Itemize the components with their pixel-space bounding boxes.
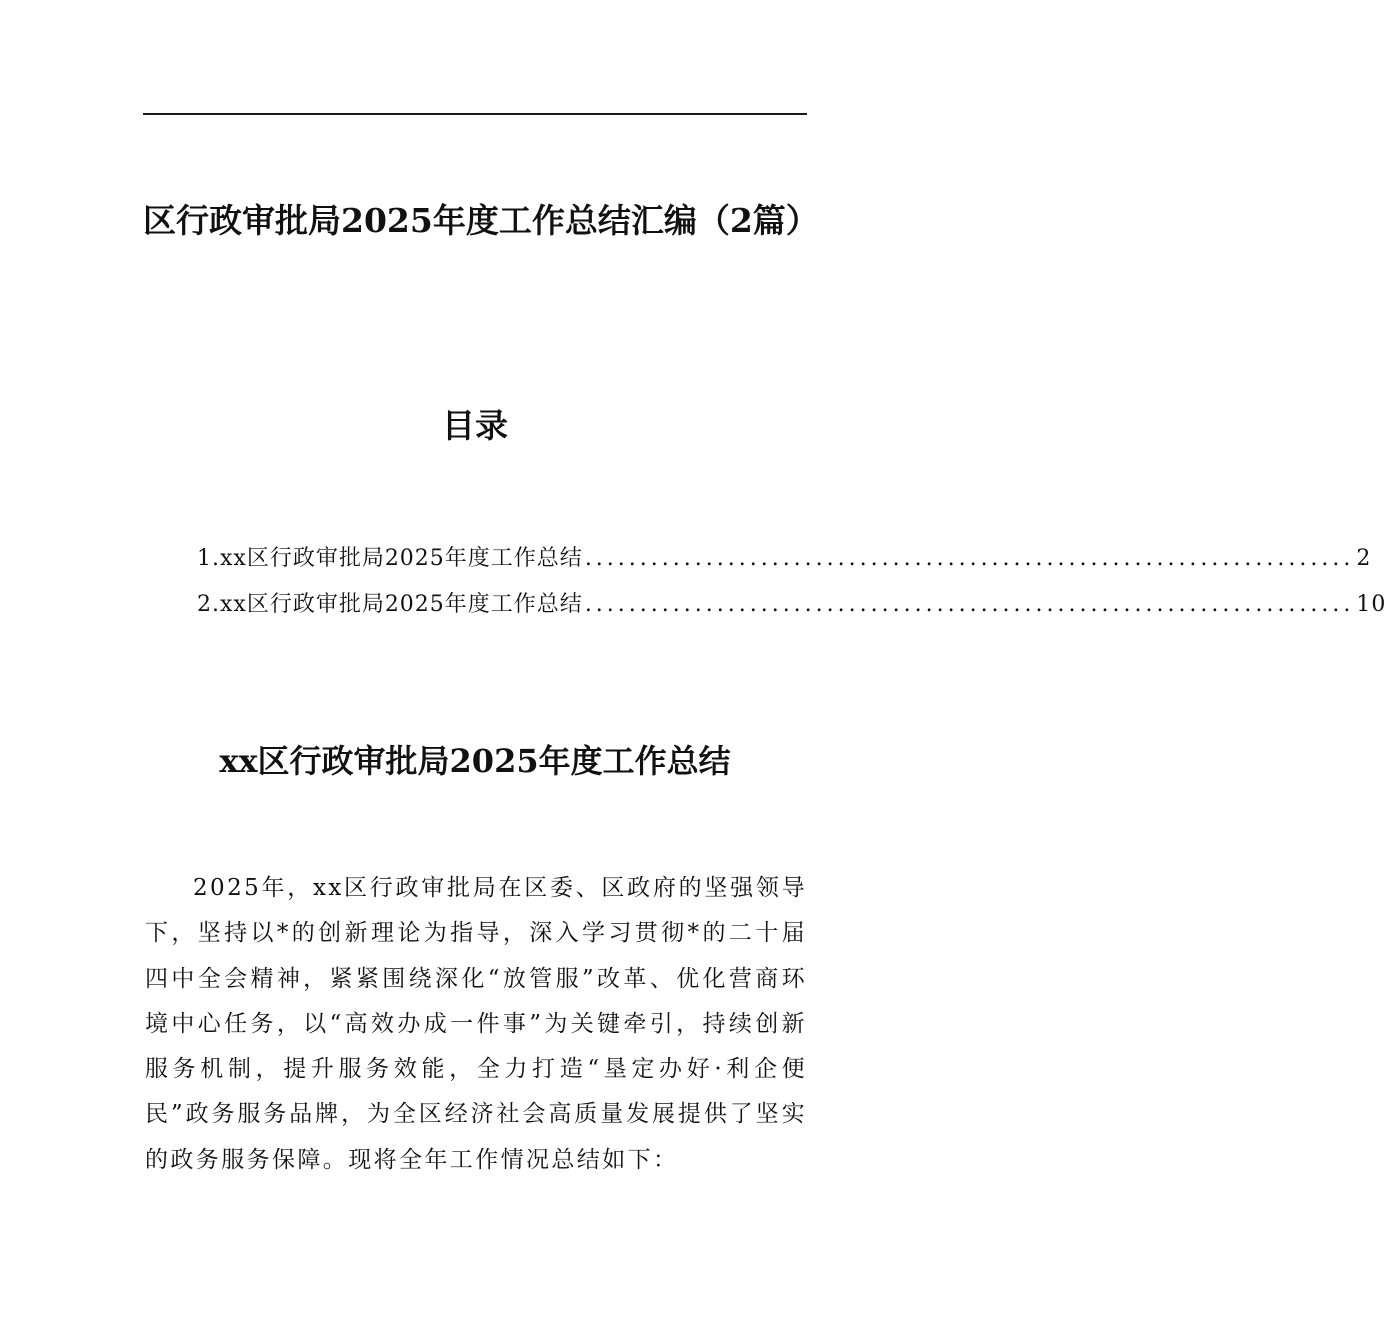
section-title: xx区行政审批局2025年度工作总结	[219, 742, 731, 780]
toc-entry-text: xx区行政审批局2025年度工作总结	[220, 546, 583, 571]
toc-entry-text: xx区行政审批局2025年度工作总结	[220, 592, 583, 617]
toc-entry-number: 2.	[197, 592, 220, 617]
table-of-contents	[197, 536, 1386, 628]
header-rule	[143, 113, 807, 115]
body-paragraph: 2025年，xx区行政审批局在区委、区政府的坚强领导下，坚持以*的创新理论为指导，深入学习贯彻*的二十届四中全会精神，紧紧围绕深化“放管服”改革、优化营商环境中心任务，以“高效办成一件事”为关键牵引，持续创新服务机制，提升服务效能，全力打造“垦定办好·利企便民”政务服务品牌，为全区经济社会高质量发展提供了坚实的政务服务保障。现将全年工作情况总结如下：	[145, 875, 807, 1173]
toc-heading: 目录	[442, 406, 508, 445]
toc-entry-page: 10	[1356, 592, 1386, 617]
toc-entry-1[interactable]	[197, 536, 1372, 582]
toc-entry-page: 2	[1356, 546, 1372, 571]
document-title: 区行政审批局2025年度工作总结汇编（2篇）	[143, 201, 819, 240]
toc-leader-dots: ......................................................................	[584, 592, 1355, 617]
toc-leader-dots: ......................................................................	[584, 546, 1355, 571]
toc-entry-2[interactable]	[197, 582, 1386, 628]
toc-entry-number: 1.	[197, 546, 220, 571]
